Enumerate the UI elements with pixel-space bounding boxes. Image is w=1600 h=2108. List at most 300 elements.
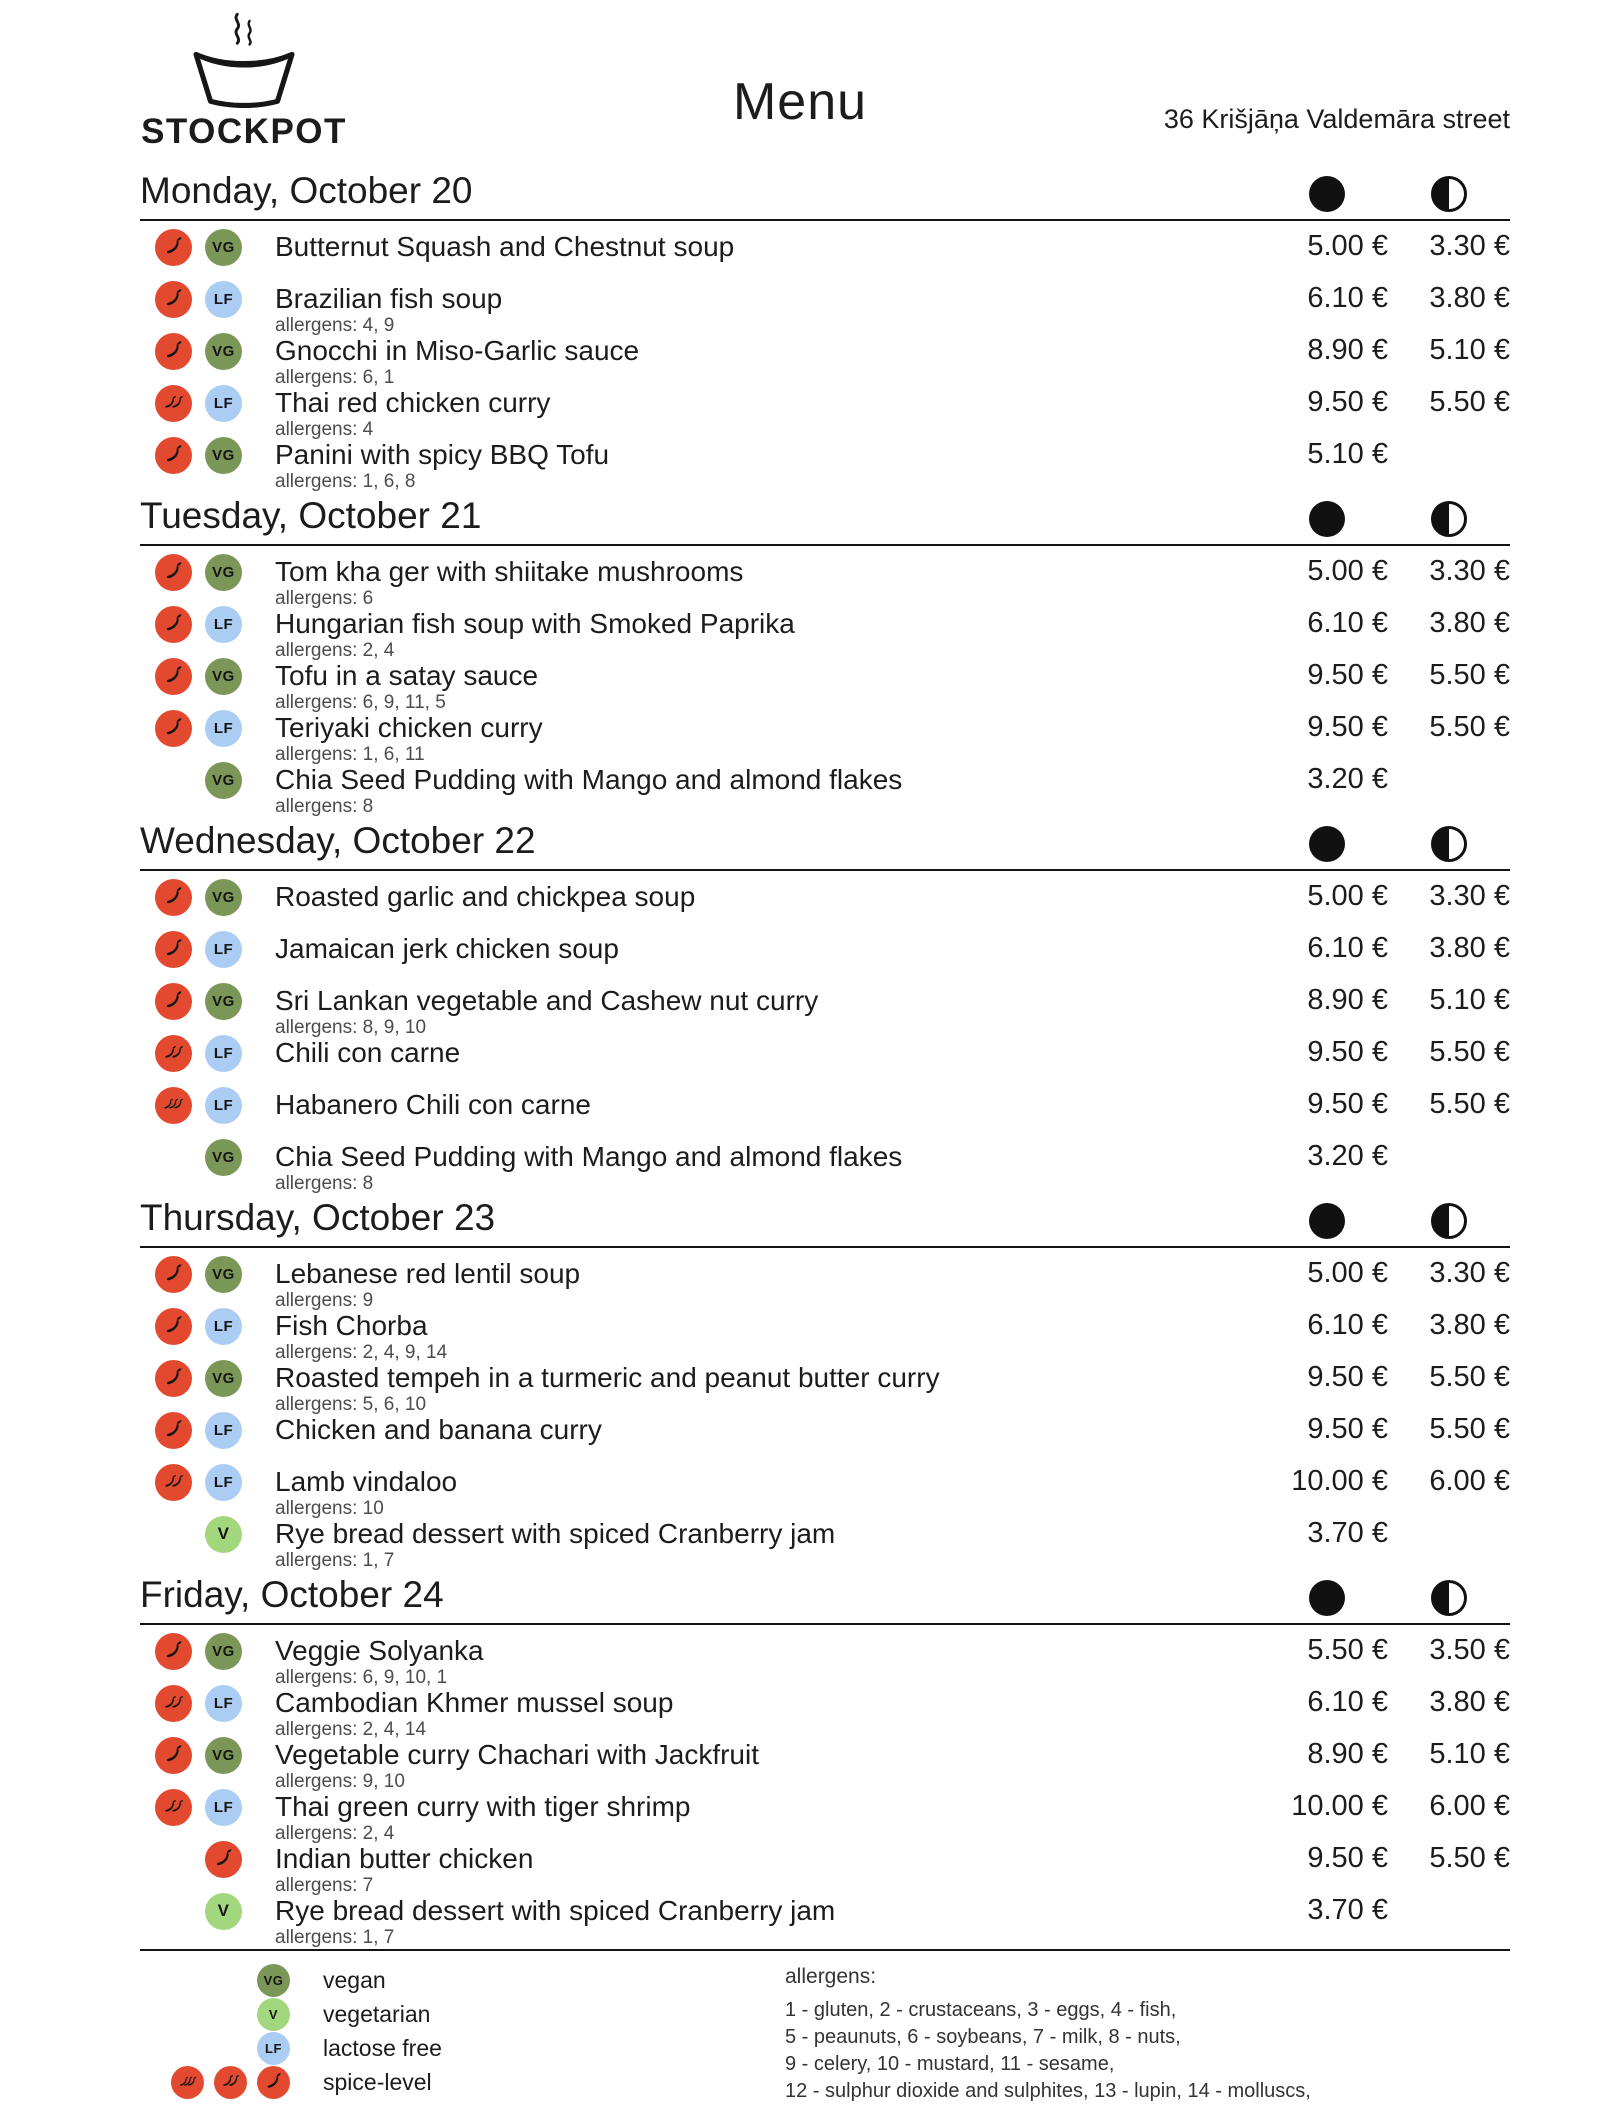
item-name: Tom kha ger with shiitake mushrooms: [275, 556, 744, 587]
day-header: [140, 493, 1510, 546]
item-badges: [140, 281, 242, 317]
lactose-free-badge: LF: [257, 2032, 290, 2065]
spice-level-1-badge: [155, 333, 192, 370]
item-badges: [140, 931, 242, 967]
chili-icon: [171, 1695, 184, 1712]
spice-level-1-badge: [257, 2066, 290, 2099]
menu-item: [140, 931, 1510, 983]
chili-icon: [228, 2074, 240, 2090]
full-portion-price: 5.00 €: [1307, 230, 1388, 262]
chili-icon: [165, 444, 183, 467]
spice-level-2-badge: [214, 2066, 247, 2099]
item-text: [275, 1308, 1266, 1363]
full-portion-price: 6.10 €: [1307, 932, 1388, 964]
half-portion-price: 3.80 €: [1429, 932, 1510, 964]
lactose-free-badge: LF: [205, 1412, 242, 1449]
vegan-badge: VG: [205, 437, 242, 474]
item-allergens: allergens: 8: [275, 1173, 374, 1194]
item-text: [275, 1087, 1266, 1122]
full-portion-icon: [1266, 176, 1388, 214]
half-portion-price: 5.50 €: [1429, 386, 1510, 418]
legend-label: vegan: [323, 1966, 386, 1993]
item-badges: [140, 1841, 242, 1877]
chili-icon: [165, 1419, 183, 1442]
brand-name: STOCKPOT: [141, 112, 347, 151]
day-header: [140, 818, 1510, 871]
full-portion-price: 8.90 €: [1307, 334, 1388, 366]
legend-badges: [140, 2032, 290, 2065]
vegetarian-badge: V: [257, 1998, 290, 2031]
day-header: [140, 1572, 1510, 1625]
lactose-free-badge: LF: [205, 710, 242, 747]
item-badges: [140, 333, 242, 369]
item-badges: [140, 1308, 242, 1344]
half-portion-price: 5.50 €: [1429, 1088, 1510, 1120]
menu-item: [140, 1516, 1510, 1571]
full-portion-icon: [1266, 1203, 1388, 1241]
legend-badges: [140, 2066, 290, 2099]
item-name: Panini with spicy BBQ Tofu: [275, 439, 610, 470]
half-portion-price: 3.30 €: [1429, 230, 1510, 262]
item-name: Gnocchi in Miso-Garlic sauce: [275, 335, 640, 366]
spice-level-1-badge: [155, 1308, 192, 1345]
menu-item: [140, 1841, 1510, 1896]
full-portion-price: 6.10 €: [1307, 1686, 1388, 1718]
half-portion-price: 5.10 €: [1429, 1738, 1510, 1770]
day-items: [140, 221, 1510, 493]
item-allergens: allergens: 7: [275, 1875, 374, 1896]
item-badges: [140, 879, 242, 915]
menu-item: [140, 1737, 1510, 1792]
half-portion-price: 3.30 €: [1429, 555, 1510, 587]
allergens-legend: [785, 1963, 1510, 2105]
full-portion-icon: [1266, 501, 1388, 539]
legend-row: [140, 1997, 685, 2031]
full-portion-price: 9.50 €: [1307, 659, 1388, 691]
item-name: Jamaican jerk chicken soup: [275, 933, 619, 964]
chili-icon: [171, 1045, 184, 1062]
day-items: [140, 546, 1510, 818]
allergens-legend-line: 1 - gluten, 2 - crustaceans, 3 - eggs, 4 - fish,: [785, 1999, 1177, 2021]
chili-icon: [165, 990, 183, 1013]
item-allergens: allergens: 6, 1: [275, 367, 395, 388]
item-text: [275, 1516, 1266, 1571]
item-text: [275, 1464, 1266, 1519]
spice-level-2-badge: [155, 1035, 192, 1072]
half-portion-price: 3.30 €: [1429, 880, 1510, 912]
lactose-free-badge: LF: [205, 931, 242, 968]
vegetarian-badge: V: [205, 1516, 242, 1553]
spice-level-1-badge: [205, 1841, 242, 1878]
chili-icon: [165, 1744, 183, 1767]
day-header: [140, 1195, 1510, 1248]
half-portion-price: 5.10 €: [1429, 334, 1510, 366]
chili-icon: [165, 886, 183, 909]
item-text: [275, 710, 1266, 765]
vegan-badge: VG: [205, 658, 242, 695]
half-portion-price: 5.50 €: [1429, 1413, 1510, 1445]
half-portion-price: 6.00 €: [1429, 1465, 1510, 1497]
item-badges: [140, 1256, 242, 1292]
day-title: Tuesday, October 21: [140, 495, 482, 536]
vegan-badge: VG: [205, 333, 242, 370]
item-text: [275, 762, 1266, 817]
menu-item: [140, 879, 1510, 931]
menu-item: [140, 229, 1510, 281]
menu-item: [140, 1464, 1510, 1519]
item-name: Rye bread dessert with spiced Cranberry jam: [275, 1895, 836, 1926]
legend: [140, 1949, 1510, 2105]
full-portion-price: 5.10 €: [1307, 438, 1388, 470]
menu-item: [140, 1685, 1510, 1740]
item-name: Fish Chorba: [275, 1310, 428, 1341]
half-portion-price: 3.80 €: [1429, 282, 1510, 314]
half-portion-price: 5.50 €: [1429, 1036, 1510, 1068]
day-items: [140, 1625, 1510, 1949]
day-title: Wednesday, October 22: [140, 820, 536, 861]
spice-level-1-badge: [155, 437, 192, 474]
lactose-free-badge: LF: [205, 1308, 242, 1345]
item-badges: [140, 658, 242, 694]
chili-icon: [165, 288, 183, 311]
dietary-legend: [140, 1963, 685, 2099]
legend-badges: [140, 1964, 290, 1997]
spice-level-3-badge: [155, 1087, 192, 1124]
full-portion-price: 3.70 €: [1307, 1517, 1388, 1549]
day-section: [140, 168, 1510, 493]
item-name: Rye bread dessert with spiced Cranberry jam: [275, 1518, 836, 1549]
half-portion-price: 3.80 €: [1429, 1686, 1510, 1718]
day-title: Thursday, October 23: [140, 1197, 496, 1238]
lactose-free-badge: LF: [205, 1685, 242, 1722]
item-name: Vegetable curry Chachari with Jackfruit: [275, 1739, 759, 1770]
menu-item: [140, 1412, 1510, 1464]
item-allergens: allergens: 8: [275, 796, 374, 817]
item-badges: [140, 1412, 242, 1448]
item-text: [275, 658, 1266, 713]
half-portion-price: 5.10 €: [1429, 984, 1510, 1016]
item-name: Thai red chicken curry: [275, 387, 551, 418]
item-name: Sri Lankan vegetable and Cashew nut curry: [275, 985, 819, 1016]
half-portion-icon: [1388, 501, 1510, 539]
item-badges: [140, 1464, 242, 1500]
menu-item: [140, 385, 1510, 440]
item-name: Tofu in a satay sauce: [275, 660, 539, 691]
vegan-badge: VG: [205, 762, 242, 799]
item-badges: [140, 1035, 242, 1071]
item-badges: [140, 983, 242, 1019]
full-portion-price: 9.50 €: [1307, 1361, 1388, 1393]
full-portion-price: 6.10 €: [1307, 282, 1388, 314]
item-allergens: allergens: 6, 9, 10, 1: [275, 1667, 448, 1688]
item-badges: [140, 1516, 242, 1552]
legend-label: vegetarian: [323, 2000, 431, 2027]
item-badges: [140, 1360, 242, 1396]
vegan-badge: VG: [205, 879, 242, 916]
full-portion-price: 5.00 €: [1307, 555, 1388, 587]
legend-row: [140, 1963, 685, 1997]
chili-icon: [165, 561, 183, 584]
chili-icon: [187, 2076, 197, 2089]
menu-item: [140, 983, 1510, 1038]
full-portion-price: 3.70 €: [1307, 1894, 1388, 1926]
item-allergens: allergens: 4: [275, 419, 374, 440]
vegan-badge: VG: [205, 1360, 242, 1397]
day-section: [140, 818, 1510, 1195]
item-name: Lebanese red lentil soup: [275, 1258, 581, 1289]
full-portion-icon: [1266, 826, 1388, 864]
item-allergens: allergens: 2, 4: [275, 640, 395, 661]
full-portion-price: 3.20 €: [1307, 763, 1388, 795]
lactose-free-badge: LF: [205, 1035, 242, 1072]
chili-icon: [165, 1263, 183, 1286]
full-portion-price: 10.00 €: [1291, 1465, 1388, 1497]
full-portion-price: 5.50 €: [1307, 1634, 1388, 1666]
half-portion-price: 3.30 €: [1429, 1257, 1510, 1289]
full-portion-price: 3.20 €: [1307, 1140, 1388, 1172]
item-badges: [140, 385, 242, 421]
allergens-legend-line: 5 - peaunuts, 6 - soybeans, 7 - milk, 8 - nuts,: [785, 2026, 1181, 2048]
menu-item: [140, 1893, 1510, 1948]
day-section: [140, 1195, 1510, 1572]
full-portion-price: 5.00 €: [1307, 1257, 1388, 1289]
menu-item: [140, 1139, 1510, 1194]
item-name: Brazilian fish soup: [275, 283, 503, 314]
item-allergens: allergens: 9: [275, 1290, 374, 1311]
item-text: [275, 1893, 1266, 1948]
half-portion-price: 3.50 €: [1429, 1634, 1510, 1666]
item-name: Roasted garlic and chickpea soup: [275, 881, 696, 912]
item-allergens: allergens: 1, 6, 11: [275, 744, 425, 765]
item-text: [275, 1360, 1266, 1415]
spice-level-1-badge: [155, 1633, 192, 1670]
allergens-legend-title: allergens:: [785, 1965, 877, 1988]
item-name: Roasted tempeh in a turmeric and peanut butter curry: [275, 1362, 940, 1393]
item-name: Indian butter chicken: [275, 1843, 534, 1874]
full-portion-price: 10.00 €: [1291, 1790, 1388, 1822]
item-text: [275, 879, 1266, 914]
item-text: [275, 1789, 1266, 1844]
chili-icon: [165, 613, 183, 636]
spice-level-1-badge: [155, 606, 192, 643]
item-allergens: allergens: 9, 10: [275, 1771, 405, 1792]
item-badges: [140, 762, 242, 798]
half-portion-icon: [1388, 176, 1510, 214]
vegan-badge: VG: [205, 1256, 242, 1293]
item-allergens: allergens: 2, 4, 9, 14: [275, 1342, 448, 1363]
spice-level-3-badge: [171, 2066, 204, 2099]
item-badges: [140, 1685, 242, 1721]
chili-icon: [171, 1799, 184, 1816]
menu-item: [140, 1633, 1510, 1688]
chili-icon: [171, 1474, 184, 1491]
item-text: [275, 1685, 1266, 1740]
item-text: [275, 1412, 1266, 1447]
spice-level-1-badge: [155, 879, 192, 916]
spice-level-2-badge: [155, 385, 192, 422]
item-name: Cambodian Khmer mussel soup: [275, 1687, 674, 1718]
item-name: Butternut Squash and Chestnut soup: [275, 231, 735, 262]
spice-level-2-badge: [155, 1789, 192, 1826]
half-portion-price: 3.80 €: [1429, 607, 1510, 639]
item-badges: [140, 1789, 242, 1825]
item-name: Teriyaki chicken curry: [275, 712, 543, 743]
menu-item: [140, 1035, 1510, 1087]
item-allergens: allergens: 1, 7: [275, 1927, 395, 1948]
legend-row: [140, 2031, 685, 2065]
menu-item: [140, 762, 1510, 817]
item-name: Veggie Solyanka: [275, 1635, 484, 1666]
item-name: Thai green curry with tiger shrimp: [275, 1791, 691, 1822]
lactose-free-badge: LF: [205, 1789, 242, 1826]
chili-icon: [165, 1640, 183, 1663]
vegan-badge: VG: [205, 229, 242, 266]
spice-level-1-badge: [155, 1737, 192, 1774]
spice-level-1-badge: [155, 1256, 192, 1293]
full-portion-price: 8.90 €: [1307, 1738, 1388, 1770]
full-portion-price: 9.50 €: [1307, 711, 1388, 743]
vegan-badge: VG: [205, 1737, 242, 1774]
full-portion-icon: [1266, 1580, 1388, 1618]
half-portion-price: 5.50 €: [1429, 1842, 1510, 1874]
full-portion-price: 5.00 €: [1307, 880, 1388, 912]
menu-item: [140, 710, 1510, 765]
item-allergens: allergens: 1, 6, 8: [275, 471, 416, 492]
vegan-badge: VG: [257, 1964, 290, 1997]
half-portion-price: 6.00 €: [1429, 1790, 1510, 1822]
item-name: Chia Seed Pudding with Mango and almond flakes: [275, 1141, 903, 1172]
item-allergens: allergens: 6, 9, 11, 5: [275, 692, 446, 713]
chili-icon: [266, 2072, 282, 2093]
full-portion-price: 9.50 €: [1307, 1088, 1388, 1120]
chili-icon: [165, 340, 183, 363]
item-name: Habanero Chili con carne: [275, 1089, 591, 1120]
legend-label: spice-level: [323, 2068, 432, 2095]
item-text: [275, 1035, 1266, 1070]
item-name: Chicken and banana curry: [275, 1414, 602, 1445]
vegan-badge: VG: [205, 554, 242, 591]
vegetarian-badge: V: [205, 1893, 242, 1930]
half-portion-price: 3.80 €: [1429, 1309, 1510, 1341]
chili-icon: [173, 1098, 184, 1112]
day-section: [140, 1572, 1510, 1949]
item-allergens: allergens: 2, 4: [275, 1823, 395, 1844]
menu-days: [0, 168, 1600, 1949]
item-allergens: allergens: 8, 9, 10: [275, 1017, 427, 1038]
half-portion-icon: [1388, 1580, 1510, 1618]
spice-level-1-badge: [155, 229, 192, 266]
spice-level-1-badge: [155, 983, 192, 1020]
vegan-badge: VG: [205, 983, 242, 1020]
full-portion-price: 6.10 €: [1307, 1309, 1388, 1341]
item-text: [275, 437, 1266, 492]
item-text: [275, 931, 1266, 966]
full-portion-price: 9.50 €: [1307, 1842, 1388, 1874]
chili-icon: [165, 1315, 183, 1338]
item-allergens: allergens: 5, 6, 10: [275, 1394, 427, 1415]
item-text: [275, 229, 1266, 264]
lactose-free-badge: LF: [205, 1464, 242, 1501]
lactose-free-badge: LF: [205, 606, 242, 643]
menu-item: [140, 1789, 1510, 1844]
chili-icon: [165, 1367, 183, 1390]
item-badges: [140, 554, 242, 590]
item-badges: [140, 1737, 242, 1773]
full-portion-price: 9.50 €: [1307, 386, 1388, 418]
header: [0, 0, 1600, 168]
page-title: Menu: [732, 73, 868, 131]
item-text: [275, 554, 1266, 609]
half-portion-price: 5.50 €: [1429, 659, 1510, 691]
item-allergens: allergens: 2, 4, 14: [275, 1719, 427, 1740]
lactose-free-badge: LF: [205, 385, 242, 422]
item-text: [275, 1737, 1266, 1792]
item-allergens: allergens: 10: [275, 1498, 384, 1519]
legend-row: [140, 2065, 685, 2099]
item-name: Lamb vindaloo: [275, 1466, 458, 1497]
spice-level-1-badge: [155, 1412, 192, 1449]
half-portion-price: 5.50 €: [1429, 1361, 1510, 1393]
legend-label: lactose free: [323, 2034, 442, 2061]
menu-item: [140, 333, 1510, 388]
menu-item: [140, 1360, 1510, 1415]
full-portion-price: 9.50 €: [1307, 1413, 1388, 1445]
item-text: [275, 1139, 1266, 1194]
day-title: Monday, October 20: [140, 170, 473, 211]
item-badges: [140, 1633, 242, 1669]
half-portion-icon: [1388, 826, 1510, 864]
menu-item: [140, 658, 1510, 713]
menu-item: [140, 1256, 1510, 1311]
item-badges: [140, 606, 242, 642]
item-badges: [140, 437, 242, 473]
allergens-legend-line: 9 - celery, 10 - mustard, 11 - sesame,: [785, 2053, 1115, 2075]
item-badges: [140, 710, 242, 746]
item-text: [275, 1633, 1266, 1688]
item-text: [275, 1841, 1266, 1896]
vegan-badge: VG: [205, 1633, 242, 1670]
item-text: [275, 606, 1266, 661]
chili-icon: [165, 938, 183, 961]
legend-badges: [140, 1998, 290, 2031]
full-portion-price: 6.10 €: [1307, 607, 1388, 639]
item-text: [275, 1256, 1266, 1311]
day-items: [140, 1248, 1510, 1572]
item-text: [275, 333, 1266, 388]
spice-level-1-badge: [155, 710, 192, 747]
item-badges: [140, 229, 242, 265]
menu-item: [140, 606, 1510, 661]
chili-icon: [215, 1848, 233, 1871]
chili-icon: [165, 665, 183, 688]
spice-level-2-badge: [155, 1685, 192, 1722]
item-text: [275, 281, 1266, 336]
item-badges: [140, 1893, 242, 1929]
item-allergens: allergens: 6: [275, 588, 374, 609]
full-portion-price: 8.90 €: [1307, 984, 1388, 1016]
item-name: Chili con carne: [275, 1037, 461, 1068]
chili-icon: [165, 236, 183, 259]
item-allergens: allergens: 4, 9: [275, 315, 395, 336]
allergens-legend-line: 12 - sulphur dioxide and sulphites, 13 - lupin, 14 - molluscs,: [785, 2080, 1311, 2102]
menu-item: [140, 437, 1510, 492]
lactose-free-badge: LF: [205, 1087, 242, 1124]
full-portion-price: 9.50 €: [1307, 1036, 1388, 1068]
menu-item: [140, 1308, 1510, 1363]
half-portion-icon: [1388, 1203, 1510, 1241]
half-portion-price: 5.50 €: [1429, 711, 1510, 743]
item-text: [275, 983, 1266, 1038]
